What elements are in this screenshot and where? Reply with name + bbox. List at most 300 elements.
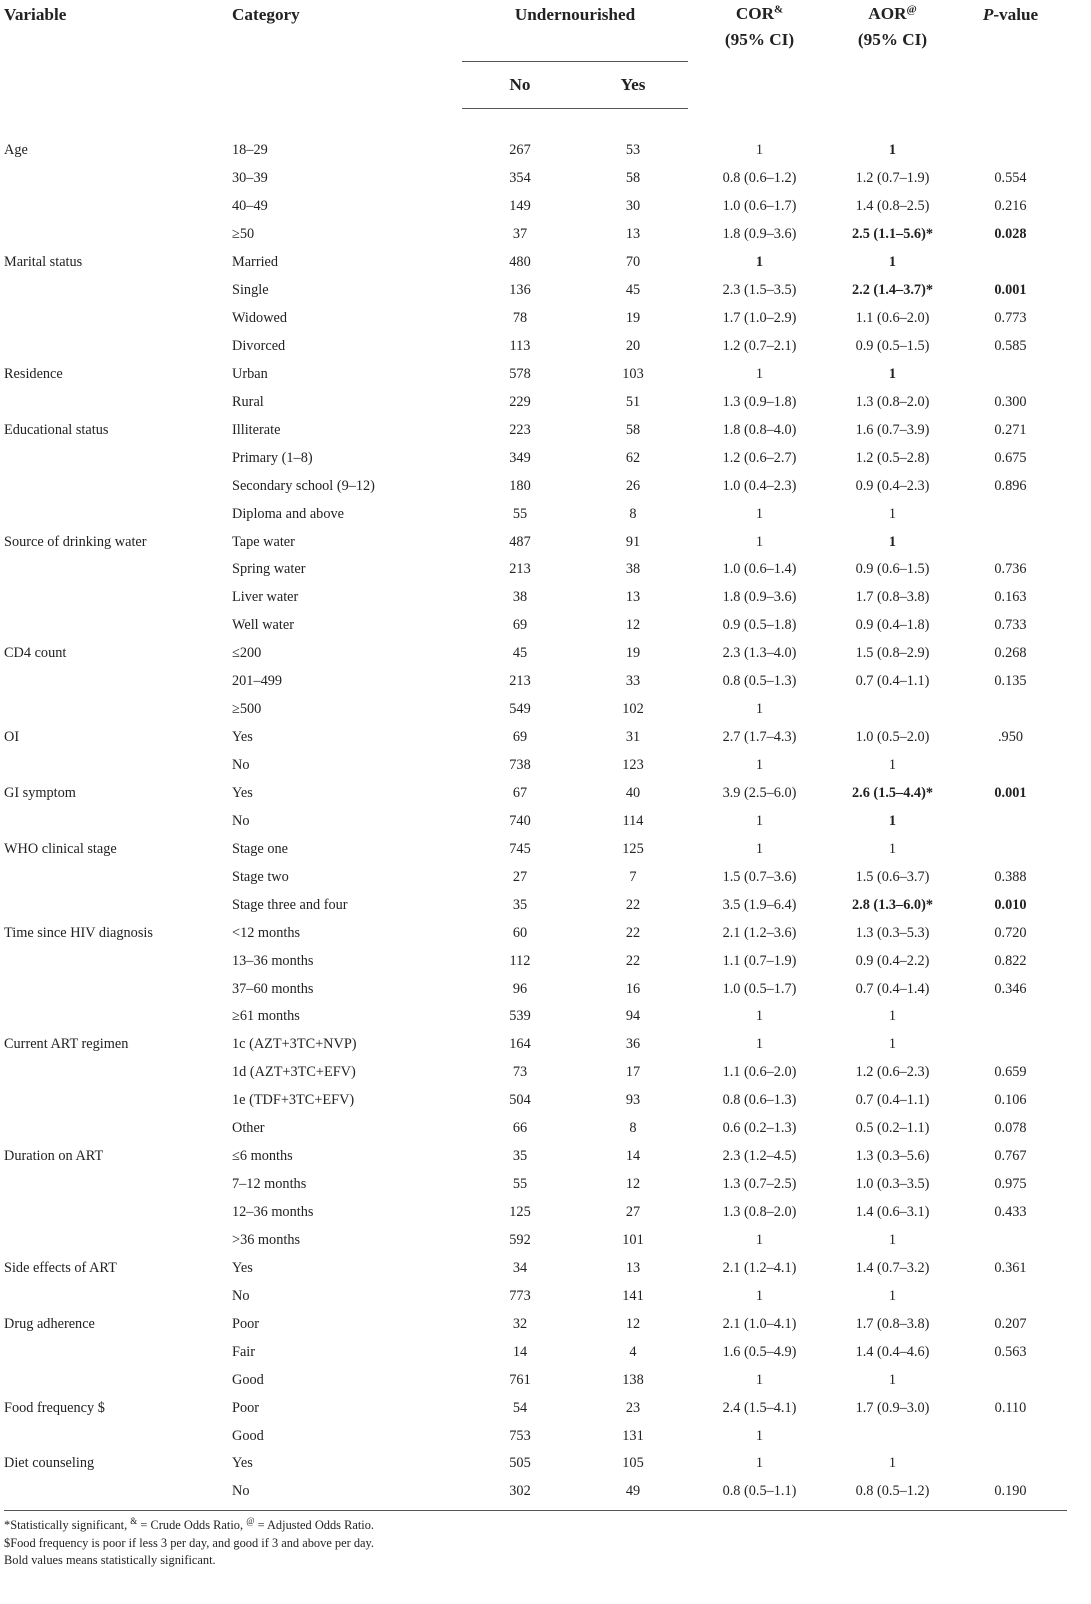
cell-variable xyxy=(4,472,232,500)
cell-variable xyxy=(4,1338,232,1366)
cell-cor: 1 xyxy=(755,254,764,271)
table-row xyxy=(4,137,1067,165)
header-aor-label: AOR xyxy=(868,4,907,23)
table-row xyxy=(4,1450,1067,1478)
cell-yes: 12 xyxy=(625,1176,641,1193)
cell-p-value xyxy=(954,1031,1067,1059)
cell-cor: 1 xyxy=(755,533,764,550)
cell-p-value: 0.822 xyxy=(994,952,1027,969)
cell-no: 27 xyxy=(512,868,528,885)
footnote-line-3: Bold values means statistically significant. xyxy=(4,1553,216,1567)
cell-p-value: 0.268 xyxy=(994,645,1027,662)
table-row xyxy=(4,1059,1067,1087)
cell-yes: 123 xyxy=(622,757,644,774)
cell-aor: 1 xyxy=(888,254,897,271)
cell-variable: Time since HIV diagnosis xyxy=(4,924,153,941)
cell-aor: 1.7 (0.8–3.8) xyxy=(855,589,930,606)
cell-cor: 2.7 (1.7–4.3) xyxy=(722,729,797,746)
table-row xyxy=(4,752,1067,780)
cell-yes: 51 xyxy=(625,393,641,410)
cell-yes: 16 xyxy=(625,980,641,997)
cell-no: 213 xyxy=(509,561,531,578)
table-row xyxy=(4,1199,1067,1227)
cell-p-value: 0.078 xyxy=(994,1120,1027,1137)
cell-p-value xyxy=(954,528,1067,556)
cell-aor: 1.1 (0.6–2.0) xyxy=(855,310,930,327)
cell-aor: 0.7 (0.4–1.4) xyxy=(855,980,930,997)
table-row xyxy=(4,724,1067,752)
cell-aor: 1.4 (0.4–4.6) xyxy=(855,1343,930,1360)
cell-cor: 1.8 (0.9–3.6) xyxy=(722,226,797,243)
cell-yes: 58 xyxy=(625,421,641,438)
cell-aor: 1 xyxy=(888,1008,897,1025)
table-row xyxy=(4,416,1067,444)
cell-variable xyxy=(4,1366,232,1394)
cell-category: 37–60 months xyxy=(232,980,314,997)
cell-no: 55 xyxy=(512,1176,528,1193)
cell-no: 67 xyxy=(512,784,528,801)
cell-variable xyxy=(4,165,232,193)
cell-variable xyxy=(4,1199,232,1227)
cell-yes: 36 xyxy=(625,1036,641,1053)
cell-p-value: 0.216 xyxy=(994,198,1027,215)
cell-category: Spring water xyxy=(232,561,306,578)
cell-cor: 1.0 (0.6–1.7) xyxy=(722,198,797,215)
cell-cor: 3.5 (1.9–6.4) xyxy=(722,896,797,913)
header-undernourished: Undernourished xyxy=(514,5,636,24)
cell-yes: 12 xyxy=(625,617,641,634)
cell-p-value xyxy=(954,137,1067,165)
footnote-1c: = Adjusted Odds Ratio. xyxy=(254,1518,375,1532)
table-header xyxy=(4,0,1067,109)
cell-aor: 1 xyxy=(888,533,897,550)
cell-aor: 0.7 (0.4–1.1) xyxy=(855,673,930,690)
cell-aor: 0.9 (0.5–1.5) xyxy=(855,337,930,354)
cell-cor: 1 xyxy=(755,365,764,382)
table-row xyxy=(4,947,1067,975)
cell-aor: 1.3 (0.3–5.6) xyxy=(855,1148,930,1165)
cell-cor: 2.1 (1.2–4.1) xyxy=(722,1259,797,1276)
cell-no: 14 xyxy=(512,1343,528,1360)
cell-p-value: 0.361 xyxy=(994,1259,1027,1276)
header-variable: Variable xyxy=(4,5,67,24)
cell-category: Stage one xyxy=(232,840,288,857)
cell-no: 45 xyxy=(512,645,528,662)
cell-yes: 4 xyxy=(629,1343,637,1360)
cell-category: ≤6 months xyxy=(232,1148,293,1165)
cell-yes: 22 xyxy=(625,896,641,913)
cell-no: 578 xyxy=(509,365,531,382)
cell-aor: 1.2 (0.6–2.3) xyxy=(855,1064,930,1081)
cell-variable xyxy=(4,1115,232,1143)
cell-no: 164 xyxy=(509,1036,531,1053)
cell-category: 1e (TDF+3TC+EFV) xyxy=(232,1092,355,1109)
cell-p-value: 0.106 xyxy=(994,1092,1027,1109)
cell-cor: 1.8 (0.8–4.0) xyxy=(722,421,797,438)
table-row xyxy=(4,1422,1067,1450)
cell-no: 35 xyxy=(512,896,528,913)
cell-no: 69 xyxy=(512,617,528,634)
cell-category: 13–36 months xyxy=(232,952,314,969)
cell-variable xyxy=(4,1171,232,1199)
cell-cor: 0.8 (0.5–1.1) xyxy=(688,1478,831,1510)
cell-variable xyxy=(4,668,232,696)
cell-cor: 3.9 (2.5–6.0) xyxy=(722,784,797,801)
cell-cor: 1.2 (0.7–2.1) xyxy=(722,337,797,354)
cell-yes: 13 xyxy=(625,589,641,606)
table-row xyxy=(4,1227,1067,1255)
cell-variable xyxy=(4,584,232,612)
cell-aor: 1 xyxy=(888,1287,897,1304)
table-body xyxy=(4,109,1067,1511)
cell-aor: 1 xyxy=(888,505,897,522)
cell-category: Yes xyxy=(232,1455,253,1472)
cell-cor: 1 xyxy=(755,1231,764,1248)
cell-category: ≥500 xyxy=(232,701,262,718)
cell-cor: 1.0 (0.6–1.4) xyxy=(722,561,797,578)
cell-cor: 2.1 (1.0–4.1) xyxy=(722,1315,797,1332)
cell-aor: 1.7 (0.9–3.0) xyxy=(855,1399,930,1416)
cell-yes: 58 xyxy=(625,170,641,187)
table-row xyxy=(4,472,1067,500)
cell-yes: 8 xyxy=(629,1120,637,1137)
table-row xyxy=(4,1282,1067,1310)
cell-p-value: 0.001 xyxy=(994,784,1027,801)
table-row xyxy=(4,360,1067,388)
cell-yes: 30 xyxy=(625,198,641,215)
cell-cor: 1.7 (1.0–2.9) xyxy=(722,310,797,327)
cell-cor: 1 xyxy=(755,1008,764,1025)
cell-p-value: 0.135 xyxy=(994,673,1027,690)
cell-aor: 0.5 (0.2–1.1) xyxy=(855,1120,930,1137)
cell-cor: 1.0 (0.5–1.7) xyxy=(722,980,797,997)
cell-aor: 1 xyxy=(888,840,897,857)
header-no: No xyxy=(462,62,578,109)
cell-cor: 1.3 (0.9–1.8) xyxy=(722,393,797,410)
cell-yes: 31 xyxy=(625,729,641,746)
cell-variable xyxy=(4,500,232,528)
cell-cor: 1.3 (0.8–2.0) xyxy=(722,1204,797,1221)
cell-yes: 12 xyxy=(625,1315,641,1332)
cell-yes: 23 xyxy=(625,1399,641,1416)
cell-category: 30–39 xyxy=(232,170,268,187)
cell-no: 738 xyxy=(509,757,531,774)
cell-yes: 13 xyxy=(625,1259,641,1276)
cell-category: Rural xyxy=(232,393,264,410)
cell-cor: 2.3 (1.3–4.0) xyxy=(722,645,797,662)
cell-yes: 13 xyxy=(625,226,641,243)
cell-p-value: 0.675 xyxy=(994,449,1027,466)
cell-yes: 19 xyxy=(625,310,641,327)
cell-no: 112 xyxy=(509,952,531,969)
cell-no: 180 xyxy=(509,477,531,494)
cell-category: Good xyxy=(232,1427,264,1444)
cell-aor: 1.2 (0.5–2.8) xyxy=(855,449,930,466)
cell-no: 37 xyxy=(512,226,528,243)
cell-variable: Drug adherence xyxy=(4,1315,95,1332)
cell-yes: 53 xyxy=(625,142,641,159)
header-cor-sup: & xyxy=(774,3,784,16)
table-row xyxy=(4,1366,1067,1394)
cell-p-value: 0.736 xyxy=(994,561,1027,578)
cell-no: 302 xyxy=(462,1478,578,1510)
table-row xyxy=(4,556,1067,584)
table-row xyxy=(4,780,1067,808)
cell-aor: 1.2 (0.7–1.9) xyxy=(855,170,930,187)
cell-aor: 1 xyxy=(888,1036,897,1053)
cell-aor: 0.9 (0.6–1.5) xyxy=(855,561,930,578)
cell-cor: 1 xyxy=(755,142,764,159)
table-row xyxy=(4,891,1067,919)
cell-no: 549 xyxy=(509,701,531,718)
cell-aor: 1.4 (0.7–3.2) xyxy=(855,1259,930,1276)
cell-no: 745 xyxy=(509,840,531,857)
cell-no: 60 xyxy=(512,924,528,941)
cell-category: Single xyxy=(232,282,269,299)
cell-cor: 1.6 (0.5–4.9) xyxy=(722,1343,797,1360)
cell-aor: 1.0 (0.5–2.0) xyxy=(855,729,930,746)
cell-variable xyxy=(4,1478,232,1510)
cell-variable xyxy=(4,193,232,221)
cell-cor: 0.9 (0.5–1.8) xyxy=(722,617,797,634)
cell-p-value xyxy=(954,807,1067,835)
cell-no: 223 xyxy=(509,421,531,438)
cell-variable: OI xyxy=(4,729,20,746)
cell-yes: 141 xyxy=(622,1287,644,1304)
cell-category: Yes xyxy=(232,784,253,801)
cell-variable xyxy=(4,1227,232,1255)
cell-cor: 1.1 (0.6–2.0) xyxy=(722,1064,797,1081)
cell-category: 40–49 xyxy=(232,198,268,215)
cell-p-value: 0.028 xyxy=(994,226,1027,243)
results-table xyxy=(4,0,1067,1511)
cell-yes: 49 xyxy=(578,1478,688,1510)
cell-aor: 1.0 (0.3–3.5) xyxy=(855,1176,930,1193)
cell-no: 32 xyxy=(512,1315,528,1332)
cell-category: Diploma and above xyxy=(232,505,344,522)
cell-yes: 33 xyxy=(625,673,641,690)
cell-yes: 125 xyxy=(622,840,644,857)
cell-yes: 101 xyxy=(622,1231,644,1248)
cell-variable: Educational status xyxy=(4,421,109,438)
cell-category: Other xyxy=(232,1120,265,1137)
cell-no: 136 xyxy=(509,282,531,299)
cell-variable: Food frequency $ xyxy=(4,1399,105,1416)
cell-variable xyxy=(4,612,232,640)
cell-yes: 7 xyxy=(629,868,637,885)
cell-no: 753 xyxy=(509,1427,531,1444)
cell-no: 592 xyxy=(509,1231,531,1248)
cell-category: No xyxy=(232,757,250,774)
cell-p-value: 0.346 xyxy=(994,980,1027,997)
cell-yes: 131 xyxy=(622,1427,644,1444)
table-row xyxy=(4,333,1067,361)
cell-aor: 1 xyxy=(888,1371,897,1388)
table-row xyxy=(4,696,1067,724)
header-cor-ci: (95% CI) xyxy=(724,30,795,49)
footnote-1-sup-at: @ xyxy=(246,1515,255,1526)
cell-p-value xyxy=(954,500,1067,528)
cell-cor: 1.8 (0.9–3.6) xyxy=(722,589,797,606)
cell-variable: Diet counseling xyxy=(4,1455,95,1472)
table-row xyxy=(4,1143,1067,1171)
header-p-value xyxy=(954,0,1067,109)
cell-variable: WHO clinical stage xyxy=(4,840,117,857)
cell-no: 69 xyxy=(512,729,528,746)
cell-yes: 19 xyxy=(625,645,641,662)
cell-no: 125 xyxy=(509,1204,531,1221)
cell-aor: 1.4 (0.8–2.5) xyxy=(855,198,930,215)
cell-no: 487 xyxy=(509,533,531,550)
cell-p-value: 0.207 xyxy=(994,1315,1027,1332)
cell-p-value xyxy=(954,696,1067,724)
cell-yes: 26 xyxy=(625,477,641,494)
cell-cor: 2.1 (1.2–3.6) xyxy=(722,924,797,941)
cell-category: No xyxy=(232,812,250,829)
cell-cor: 1 xyxy=(755,812,764,829)
cell-variable xyxy=(4,221,232,249)
cell-cor: 1.3 (0.7–2.5) xyxy=(722,1176,797,1193)
cell-variable xyxy=(4,305,232,333)
cell-p-value xyxy=(954,1422,1067,1450)
footnote-1-sup-amp: & xyxy=(130,1515,138,1526)
cell-no: 354 xyxy=(509,170,531,187)
cell-variable: Current ART regimen xyxy=(4,1036,129,1053)
cell-category: Yes xyxy=(232,1259,253,1276)
cell-category: <12 months xyxy=(232,924,301,941)
cell-yes: 138 xyxy=(622,1371,644,1388)
cell-variable: Side effects of ART xyxy=(4,1259,117,1276)
cell-yes: 14 xyxy=(625,1148,641,1165)
cell-p-value xyxy=(954,1450,1067,1478)
table-row xyxy=(4,305,1067,333)
cell-p-value: 0.010 xyxy=(994,896,1027,913)
cell-aor: 1.3 (0.3–5.3) xyxy=(855,924,930,941)
cell-no: 35 xyxy=(512,1148,528,1165)
table-row xyxy=(4,584,1067,612)
cell-category: Widowed xyxy=(232,310,288,327)
table-row xyxy=(4,1338,1067,1366)
cell-category: Stage three and four xyxy=(232,896,348,913)
table-footnotes xyxy=(4,1517,1064,1570)
cell-no: 96 xyxy=(512,980,528,997)
cell-p-value xyxy=(954,360,1067,388)
cell-variable xyxy=(4,1003,232,1031)
cell-category: No xyxy=(232,1287,250,1304)
cell-category: Secondary school (9–12) xyxy=(232,477,375,494)
cell-no: 773 xyxy=(509,1287,531,1304)
cell-cor: 0.6 (0.2–1.3) xyxy=(722,1120,797,1137)
cell-aor: 1.7 (0.8–3.8) xyxy=(855,1315,930,1332)
cell-p-value: 0.163 xyxy=(994,589,1027,606)
cell-p-value: 0.300 xyxy=(994,393,1027,410)
cell-cor: 1 xyxy=(755,1287,764,1304)
header-aor-sup: @ xyxy=(906,3,917,16)
cell-cor: 1 xyxy=(755,701,764,718)
cell-p-value: 0.001 xyxy=(994,282,1027,299)
cell-yes: 94 xyxy=(625,1008,641,1025)
cell-aor: 1 xyxy=(888,812,897,829)
table-row xyxy=(4,640,1067,668)
cell-yes: 102 xyxy=(622,701,644,718)
cell-category: Stage two xyxy=(232,868,289,885)
cell-no: 38 xyxy=(512,589,528,606)
cell-category: 18–29 xyxy=(232,142,268,159)
cell-category: Well water xyxy=(232,617,294,634)
cell-variable xyxy=(4,1087,232,1115)
cell-aor xyxy=(831,696,954,724)
header-cor xyxy=(688,0,831,109)
cell-aor: 0.8 (0.5–1.2) xyxy=(831,1478,954,1510)
header-yes: Yes xyxy=(578,62,688,109)
cell-yes: 70 xyxy=(625,254,641,271)
cell-cor: 1 xyxy=(755,840,764,857)
cell-no: 113 xyxy=(509,337,531,354)
cell-cor: 1.5 (0.7–3.6) xyxy=(722,868,797,885)
cell-cor: 0.8 (0.6–1.2) xyxy=(722,170,797,187)
cell-yes: 20 xyxy=(625,337,641,354)
table-row xyxy=(4,1254,1067,1282)
cell-category: ≤200 xyxy=(232,645,262,662)
cell-cor: 2.4 (1.5–4.1) xyxy=(722,1399,797,1416)
header-cor-label: COR xyxy=(735,4,775,23)
cell-aor: 1.5 (0.8–2.9) xyxy=(855,645,930,662)
cell-p-value: 0.190 xyxy=(954,1478,1067,1510)
cell-category: Yes xyxy=(232,729,253,746)
cell-aor: 1 xyxy=(888,142,897,159)
cell-variable xyxy=(4,444,232,472)
table-row xyxy=(4,388,1067,416)
cell-p-value xyxy=(954,1282,1067,1310)
cell-category: Fair xyxy=(232,1343,256,1360)
cell-cor: 1 xyxy=(755,1036,764,1053)
cell-variable: Duration on ART xyxy=(4,1148,104,1165)
cell-aor: 2.6 (1.5–4.4)* xyxy=(851,784,933,801)
cell-no: 149 xyxy=(509,198,531,215)
cell-yes: 27 xyxy=(625,1204,641,1221)
cell-variable xyxy=(4,696,232,724)
cell-category: Good xyxy=(232,1371,264,1388)
cell-p-value: 0.388 xyxy=(994,868,1027,885)
footnote-1b: = Crude Odds Ratio, xyxy=(137,1518,247,1532)
cell-yes: 8 xyxy=(629,505,637,522)
cell-cor: 1 xyxy=(755,1371,764,1388)
cell-cor: 1.2 (0.6–2.7) xyxy=(722,449,797,466)
cell-variable xyxy=(4,1422,232,1450)
table-row xyxy=(4,835,1067,863)
cell-p-value: 0.659 xyxy=(994,1064,1027,1081)
table-row xyxy=(4,444,1067,472)
cell-category: 1d (AZT+3TC+EFV) xyxy=(232,1064,356,1081)
table-row xyxy=(4,193,1067,221)
cell-variable xyxy=(4,1282,232,1310)
cell-aor: 0.9 (0.4–1.8) xyxy=(855,617,930,634)
cell-yes: 17 xyxy=(625,1064,641,1081)
cell-cor: 1.0 (0.4–2.3) xyxy=(722,477,797,494)
cell-no: 504 xyxy=(509,1092,531,1109)
cell-p-value: 0.433 xyxy=(994,1204,1027,1221)
cell-variable xyxy=(4,807,232,835)
header-aor-ci: (95% CI) xyxy=(857,30,928,49)
cell-variable xyxy=(4,863,232,891)
cell-yes: 105 xyxy=(622,1455,644,1472)
table-row xyxy=(4,863,1067,891)
cell-aor: 1 xyxy=(888,1231,897,1248)
table-row xyxy=(4,1310,1067,1338)
footnote-line-2: $Food frequency is poor if less 3 per day, and good if 3 and above per day. xyxy=(4,1535,375,1550)
cell-category: Liver water xyxy=(232,589,299,606)
cell-variable xyxy=(4,556,232,584)
